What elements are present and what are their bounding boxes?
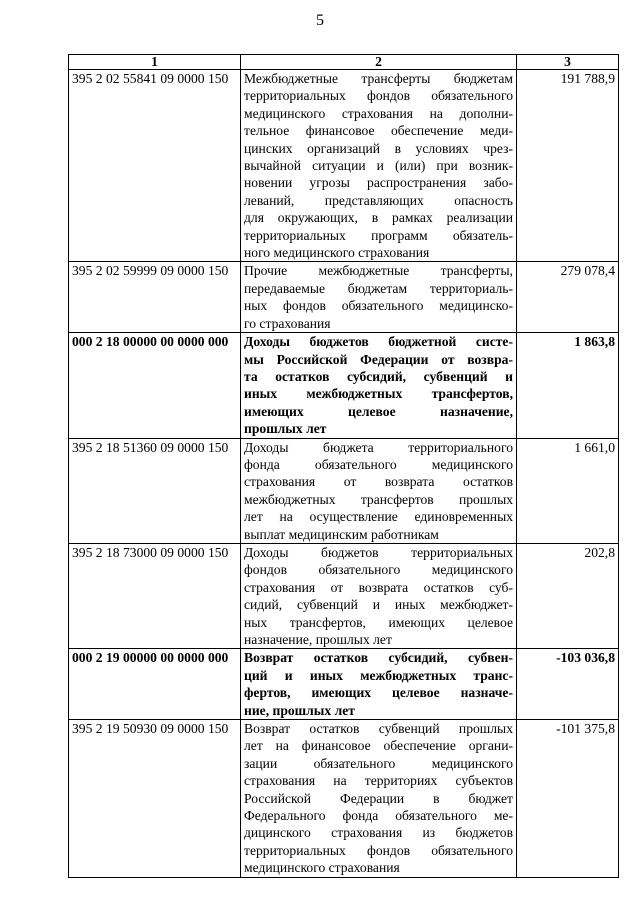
description-line: Доходы бюджета территориального — [244, 439, 513, 455]
description-line: лет на осуществление единовременных — [244, 509, 513, 525]
description-line: передаваемые бюджетам территориаль- — [244, 280, 513, 296]
description-line: медицинского страхования — [244, 860, 400, 876]
budget-classification-code: 000 2 19 00000 00 0000 000 — [69, 649, 241, 720]
column-header-amount: 3 — [517, 55, 619, 70]
description-line: фонда обязательного медицинского — [244, 456, 513, 472]
description-line: ций и иных межбюджетных транс- — [244, 667, 513, 683]
description-line: дицинского страхования из бюджетов — [244, 825, 513, 841]
revenue-table — [68, 54, 619, 878]
column-header-description: 2 — [241, 55, 517, 70]
description-line: страхования на территориях субъектов — [244, 773, 513, 789]
table-row — [69, 543, 619, 648]
description-line: та остатков субсидий, субвенций и — [244, 368, 513, 384]
description-line: фертов, имеющих целевое назначе- — [244, 685, 513, 701]
description-line: Возврат остатков субсидий, субвен- — [244, 650, 513, 666]
description-line: цинских организаций в условиях чрез- — [244, 140, 513, 156]
description-line: фондов обязательного медицинского — [244, 562, 513, 578]
revenue-description — [241, 333, 517, 438]
description-line: новении угрозы распространения забо- — [244, 175, 513, 191]
description-line: для окружающих, в рамках реализации — [244, 210, 513, 226]
description-line: медицинского страхования на дополни- — [244, 105, 513, 121]
description-line: Доходы бюджетов территориальных — [244, 544, 513, 560]
description-line: Федерального фонда обязательного ме- — [244, 808, 513, 824]
table-row — [69, 70, 619, 262]
amount-value: 191 788,9 — [517, 70, 619, 262]
budget-classification-code: 395 2 02 55841 09 0000 150 — [69, 70, 241, 262]
table-row — [69, 720, 619, 878]
description-line: лет на финансовое обеспечение органи- — [244, 738, 513, 754]
description-line: ных трансфертов, имеющих целевое — [244, 614, 513, 630]
budget-classification-code: 000 2 18 00000 00 0000 000 — [69, 333, 241, 438]
description-line: территориальных фондов обязательного — [244, 88, 513, 104]
description-line: тельное финансовое обеспечение меди- — [244, 123, 513, 139]
description-line: мы Российской Федерации от возвра- — [244, 351, 513, 367]
revenue-description — [241, 262, 517, 333]
table-row — [69, 333, 619, 438]
table-row — [69, 438, 619, 543]
budget-classification-code: 395 2 18 51360 09 0000 150 — [69, 438, 241, 543]
description-line: страхования от возврата остатков суб- — [244, 579, 513, 595]
column-header-code: 1 — [69, 55, 241, 70]
budget-classification-code: 395 2 02 59999 09 0000 150 — [69, 262, 241, 333]
description-line: вычайной ситуации и (или) при возник- — [244, 158, 513, 174]
amount-value: 1 863,8 — [517, 333, 619, 438]
description-line: Возврат остатков субвенций прошлых — [244, 721, 513, 737]
amount-value: 1 661,0 — [517, 438, 619, 543]
description-line: территориальных фондов обязательного — [244, 842, 513, 858]
revenue-description — [241, 720, 517, 878]
budget-classification-code: 395 2 19 50930 09 0000 150 — [69, 720, 241, 878]
description-line: леваний, представляющих опасность — [244, 192, 513, 208]
amount-value: 279 078,4 — [517, 262, 619, 333]
description-line: ние, прошлых лет — [244, 702, 355, 718]
table-header-row — [69, 55, 619, 70]
amount-value: -101 375,8 — [517, 720, 619, 878]
table-row — [69, 262, 619, 333]
amount-value: 202,8 — [517, 543, 619, 648]
page-number: 5 — [316, 12, 324, 29]
revenue-description — [241, 70, 517, 262]
description-line: Межбюджетные трансферты бюджетам — [244, 71, 513, 86]
table-body — [69, 70, 619, 878]
description-line: межбюджетных трансфертов прошлых — [244, 491, 513, 507]
description-line: ных фондов обязательного медицинско- — [244, 298, 513, 314]
description-line: го страхования — [244, 315, 331, 331]
description-line: имеющих целевое назначение, — [244, 403, 513, 419]
description-line: прошлых лет — [244, 421, 327, 437]
description-line: Российской Федерации в бюджет — [244, 790, 513, 806]
revenue-description — [241, 649, 517, 720]
description-line: иных межбюджетных трансфертов, — [244, 386, 513, 402]
revenue-description — [241, 438, 517, 543]
description-line: сидий, субвенций и иных межбюджет- — [244, 597, 513, 613]
description-line: Прочие межбюджетные трансферты, — [244, 263, 513, 279]
description-line: назначение, прошлых лет — [244, 632, 392, 647]
description-line: страхования от возврата остатков — [244, 474, 513, 490]
description-line: ного медицинского страхования — [244, 245, 430, 261]
description-line: территориальных программ обязатель- — [244, 227, 513, 243]
description-line: выплат медицинским работникам — [244, 526, 439, 542]
table-row — [69, 649, 619, 720]
description-line: зации обязательного медицинского — [244, 755, 513, 771]
budget-classification-code: 395 2 18 73000 09 0000 150 — [69, 543, 241, 648]
amount-value: -103 036,8 — [517, 649, 619, 720]
revenue-description — [241, 543, 517, 648]
description-line: Доходы бюджетов бюджетной систе- — [244, 334, 513, 350]
